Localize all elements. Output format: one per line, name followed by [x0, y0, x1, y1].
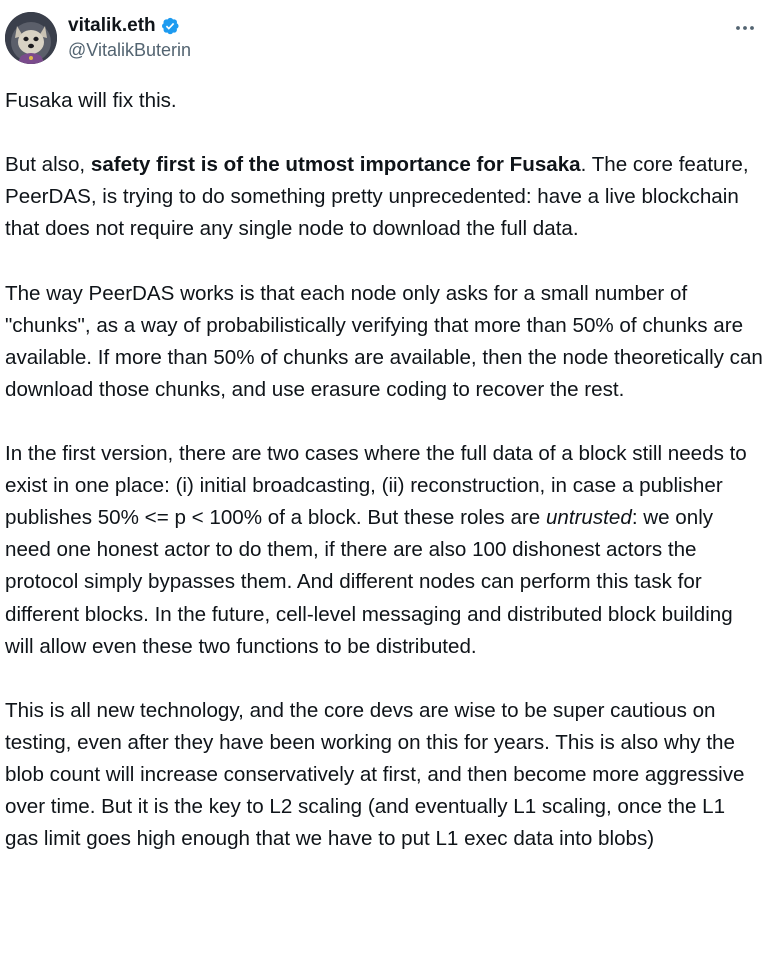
tweet-paragraph-2-start: But also, [5, 153, 91, 177]
author-names [68, 14, 191, 61]
author-handle[interactable]: @VitalikButerin [68, 40, 191, 60]
tweet-paragraph-2-bold: safety first is of the utmost importance for Fusaka [90, 153, 581, 177]
tweet-paragraph-3: The way PeerDAS works is that each node only asks for a small number of "chunks", as a way of probabilistically verifying that more than 50% of chunks are available. If more than 50% of chunks are available, then the node theoretically can download those chunks, and use erasure coding to recover the rest. [5, 281, 763, 401]
tweet-header [5, 12, 763, 66]
tweet-paragraph-2 [5, 149, 763, 245]
tweet-paragraph-4-italic: untrusted [545, 506, 632, 530]
tweet-paragraph-4-start: In the first version, there are two cases where the full data of a block still needs to exist in one place: (i) initial broadcasting, (ii) reconstruction, in case a publisher publishes 50% <= p < 100% of a block. But these roles are [5, 442, 747, 530]
display-name[interactable]: vitalik.eth [68, 15, 156, 36]
tweet-paragraph-1: Fusaka will fix this. [5, 89, 177, 112]
display-name-row [68, 14, 191, 38]
tweet-paragraph-4-end: : we only need one honest actor to do them, if there are also 100 dishonest actors the protocol simply bypasses them. And different nodes can perform this task for different blocks. In the future, cell-level messaging and distributed block building will allow even these two functions to be distributed. [5, 506, 733, 658]
tweet-paragraph-2-end: . The core feature, PeerDAS, is trying to do something pretty unprecedented: have a live blockchain that does not require any single node to download the full data. [5, 153, 749, 241]
tweet-paragraph-4 [5, 438, 763, 663]
doge-avatar-icon [5, 12, 57, 64]
tweet-paragraph-5: This is all new technology, and the core devs are wise to be super cautious on testing, even after they have been working on this for years. This is also why the blob count will increase conservatively at first, and then become more aggressive over time. But it is the key to L2 scaling (and eventually L1 scaling, once the L1 gas limit goes high enough that we have to put L1 exec data into blobs) [5, 698, 745, 851]
tweet-text [5, 85, 763, 855]
more-horizontal-icon[interactable] [733, 16, 757, 40]
avatar[interactable] [5, 12, 57, 64]
verified-badge-icon [160, 16, 180, 36]
